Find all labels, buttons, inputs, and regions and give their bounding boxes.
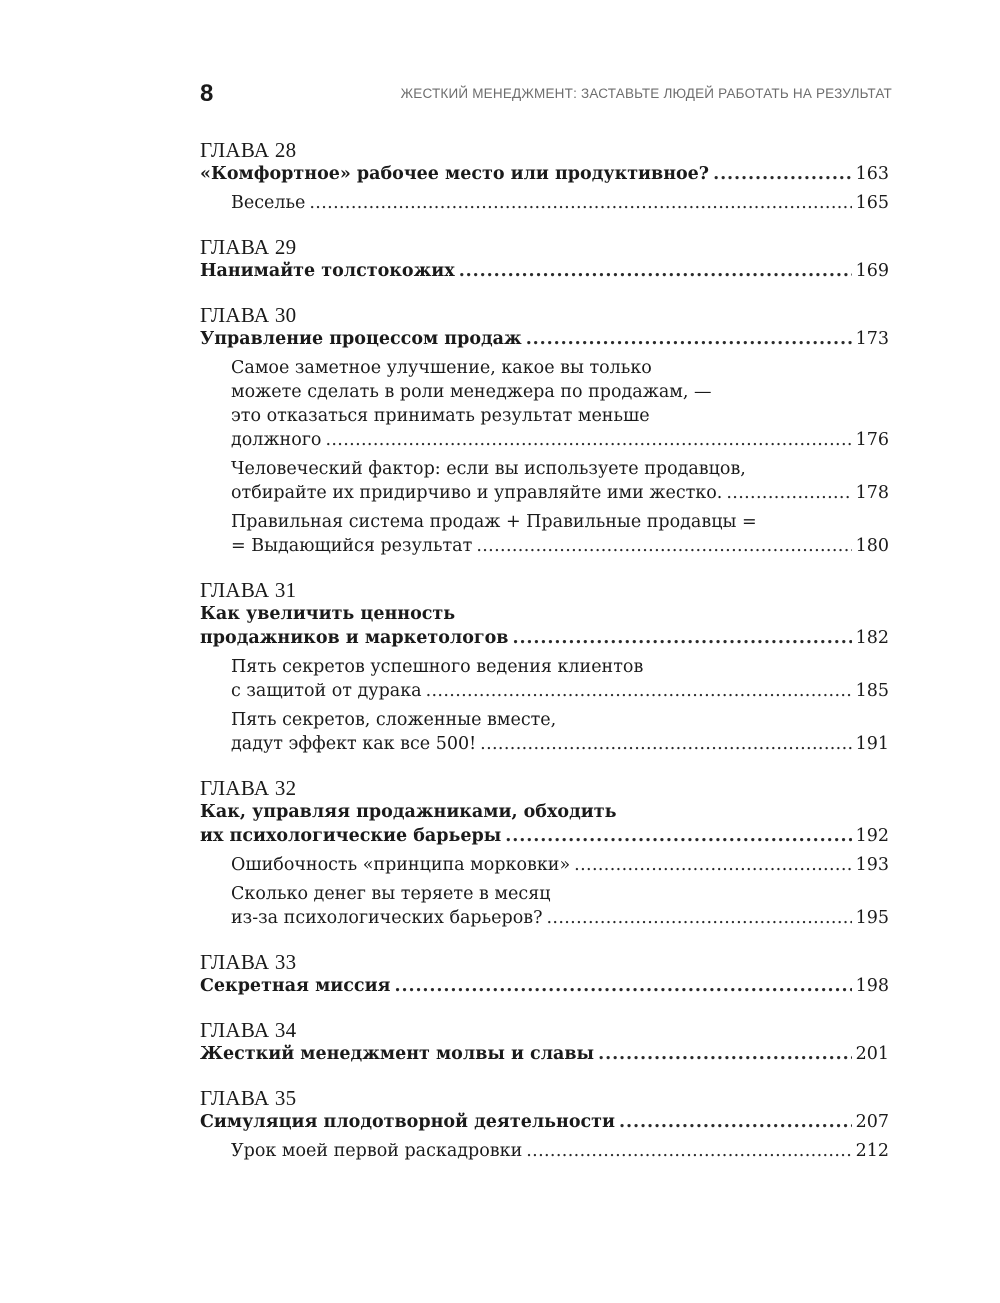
chapter-28 [200,138,889,215]
chapter-label: ГЛАВА 28 [200,138,297,162]
toc-entry-sub[interactable] [200,655,889,703]
entry-title: с защитой от дурака [231,681,422,701]
entry-page: 180 [855,536,889,556]
leader-dots [598,1042,852,1066]
toc-entry-main[interactable] [200,1042,889,1066]
leader-dots [526,327,852,351]
leader-dots [574,853,851,877]
entry-title: Секретная миссия [200,976,391,996]
entry-page: 193 [855,855,889,875]
entry-page: 192 [855,826,889,846]
entry-page: 201 [855,1044,889,1064]
entry-page: 195 [855,908,889,928]
entry-title: Нанимайте толстокожих [200,261,455,281]
entry-title: Ошибочность «принципа морковки» [231,855,571,875]
toc-entry-sub[interactable] [200,457,889,505]
entry-page: 169 [855,261,889,281]
toc-entry-main[interactable] [200,800,889,848]
chapter-34 [200,1018,889,1066]
toc-entry-sub[interactable] [200,708,889,756]
entry-page: 185 [855,681,889,701]
chapter-30 [200,303,889,558]
entry-line: Сколько денег вы теряете в месяц [231,884,551,904]
entry-line: Как увеличить ценность [200,604,456,624]
leader-dots [526,1139,851,1163]
leader-dots [713,162,852,186]
entry-page: 207 [855,1112,889,1132]
toc-entry-main[interactable] [200,1110,889,1134]
leader-dots [480,732,851,756]
entry-title: «Комфортное» рабочее место или продуктивное? [200,164,710,184]
leader-dots [505,824,851,848]
leader-dots [394,974,851,998]
chapter-35 [200,1086,889,1163]
leader-dots [325,428,851,452]
toc-entry-sub[interactable] [200,853,889,877]
page-number: 8 [200,80,214,107]
entry-title: дадут эффект как все 500! [231,734,477,754]
leader-dots [619,1110,852,1134]
toc-entry-main[interactable] [200,327,889,351]
toc-entry-sub[interactable] [200,1139,889,1163]
leader-dots [426,679,852,703]
chapter-label: ГЛАВА 35 [200,1086,297,1110]
chapter-label: ГЛАВА 31 [200,578,297,602]
entry-title: Жесткий менеджмент молвы и славы [200,1044,595,1064]
chapter-label: ГЛАВА 29 [200,235,297,259]
entry-title: их психологические барьеры [200,826,502,846]
leader-dots [726,481,851,505]
chapter-29 [200,235,889,283]
entry-page: 173 [855,329,889,349]
entry-line: это отказаться принимать результат меньше [231,406,650,426]
entry-title: = Выдающийся результат [231,536,473,556]
running-title: ЖЕСТКИЙ МЕНЕДЖМЕНТ: ЗАСТАВЬТЕ ЛЮДЕЙ РАБОТАТЬ НА РЕЗУЛЬТАТ [400,86,892,101]
entry-page: 212 [855,1141,889,1161]
leader-dots [309,191,851,215]
entry-page: 182 [855,628,889,648]
chapter-label: ГЛАВА 32 [200,776,297,800]
entry-title: Симуляция плодотворной деятельности [200,1112,616,1132]
leader-dots [546,906,851,930]
toc-entry-main[interactable] [200,602,889,650]
entry-title: должного [231,430,322,450]
entry-title: отбирайте их придирчиво и управляйте ими жестко. [231,483,723,503]
entry-title: Урок моей первой раскадровки [231,1141,523,1161]
chapter-33 [200,950,889,998]
toc-entry-main[interactable] [200,162,889,186]
entry-page: 176 [855,430,889,450]
leader-dots [476,534,851,558]
entry-page: 191 [855,734,889,754]
entry-line: Как, управляя продажниками, обходить [200,802,617,822]
toc-entry-main[interactable] [200,974,889,998]
leader-dots [512,626,851,650]
entry-line: можете сделать в роли менеджера по продажам, — [231,382,712,402]
entry-title: продажников и маркетологов [200,628,509,648]
entry-title: Веселье [231,193,306,213]
entry-line: Человеческий фактор: если вы используете продавцов, [231,459,746,479]
running-header [200,78,892,114]
entry-page: 165 [855,193,889,213]
chapter-31 [200,578,889,756]
chapter-32 [200,776,889,930]
entry-page: 198 [855,976,889,996]
entry-title: из-за психологических барьеров? [231,908,543,928]
entry-page: 163 [855,164,889,184]
chapter-label: ГЛАВА 30 [200,303,297,327]
toc-entry-main[interactable] [200,259,889,283]
entry-line: Пять секретов, сложенные вместе, [231,710,557,730]
entry-line: Правильная система продаж + Правильные продавцы = [231,512,757,532]
toc-entry-sub[interactable] [200,882,889,930]
toc-entry-sub[interactable] [200,510,889,558]
entry-page: 178 [855,483,889,503]
table-of-contents [200,138,889,1183]
entry-line: Пять секретов успешного ведения клиентов [231,657,644,677]
leader-dots [459,259,852,283]
chapter-label: ГЛАВА 33 [200,950,297,974]
chapter-label: ГЛАВА 34 [200,1018,297,1042]
entry-title: Управление процессом продаж [200,329,522,349]
toc-entry-sub[interactable] [200,191,889,215]
entry-line: Самое заметное улучшение, какое вы только [231,358,652,378]
toc-entry-sub[interactable] [200,356,889,452]
